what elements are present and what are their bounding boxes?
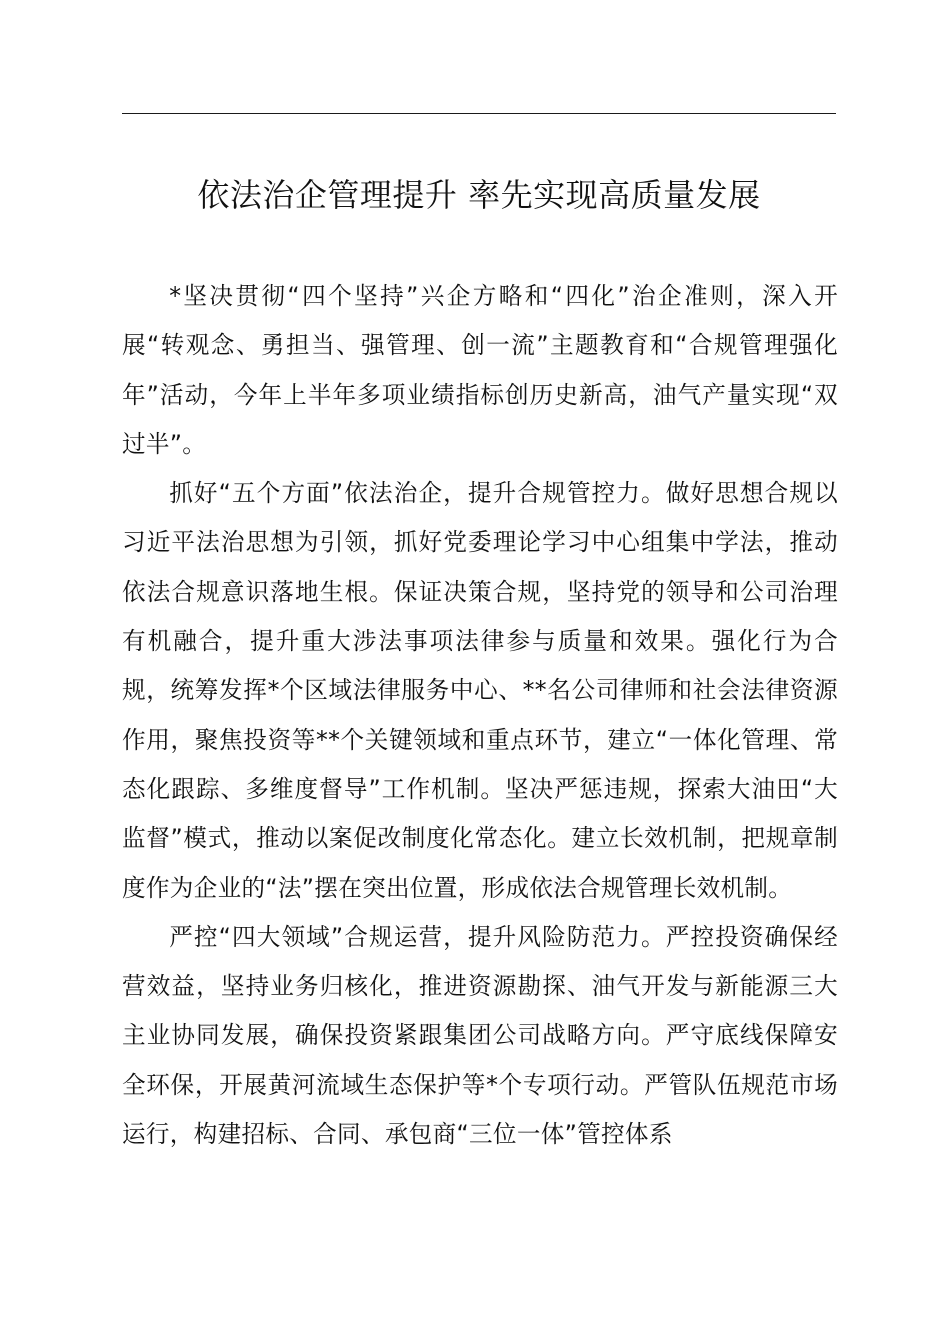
document-body: [122, 272, 838, 1159]
header-rule: [122, 113, 836, 114]
paragraph-risk-control: 严控“四大领域”合规运营，提升风险防范力。严控投资确保经营效益，坚持业务归核化，推进资源勘探、油气开发与新能源三大主业协同发展，确保投资紧跟集团公司战略方向。严守底线保障安全环保，开展黄河流域生态保护等*个专项行动。严管队伍规范市场运行，构建招标、合同、承包商“三位一体”管控体系: [122, 922, 838, 1149]
paragraph-compliance: 抓好“五个方面”依法治企，提升合规管控力。做好思想合规以习近平法治思想为引领，抓好党委理论学习中心组集中学法，推动依法合规意识落地生根。保证决策合规，坚持党的领导和公司治理有机融合，提升重大涉法事项法律参与质量和效果。强化行为合规，统筹发挥*个区域法律服务中心、**名公司律师和社会法律资源作用，聚焦投资等**个关键领域和重点环节，建立“一体化管理、常态化跟踪、多维度督导”工作机制。坚决严惩违规，探索大油田“大监督”模式，推动以案促改制度化常态化。建立长效机制，把规章制度作为企业的“法”摆在突出位置，形成依法合规管理长效机制。: [122, 479, 838, 902]
document-title: 依法治企管理提升 率先实现高质量发展: [197, 176, 761, 214]
paragraph-intro: *坚决贯彻“四个坚持”兴企方略和“四化”治企准则，深入开展“转观念、勇担当、强管理、创一流”主题教育和“合规管理强化年”活动，今年上半年多项业绩指标创历史新高，油气产量实现“双过半”。: [122, 282, 838, 458]
